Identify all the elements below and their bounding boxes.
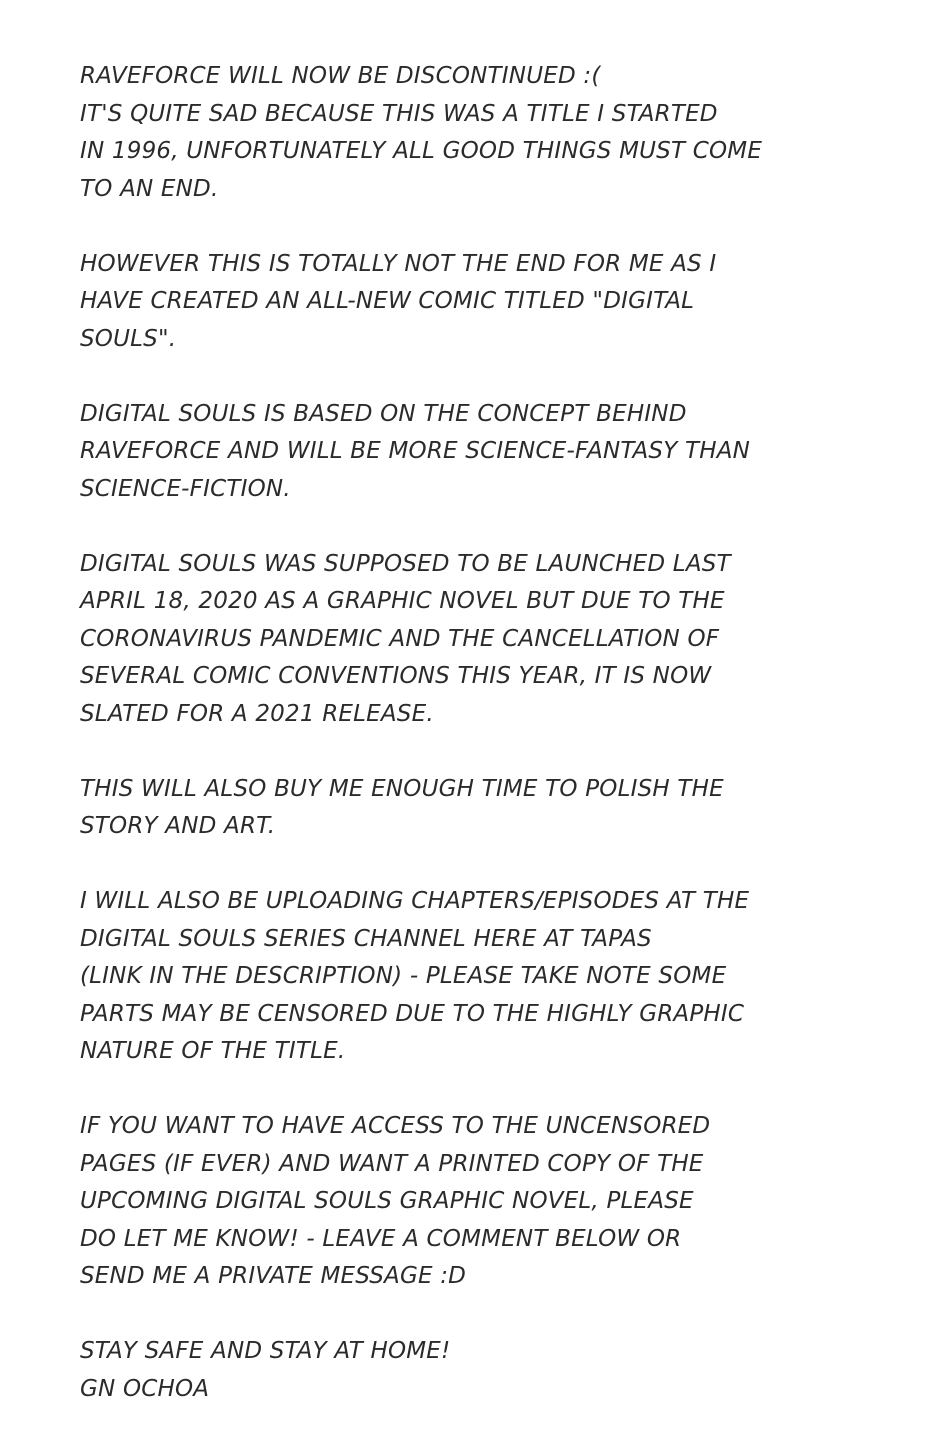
text-line: HAVE CREATED AN ALL-NEW COMIC TITLED "DIGITAL [80,288,695,314]
text-line: SEVERAL COMIC CONVENTIONS THIS YEAR, IT IS NOW [80,663,712,689]
text-line: APRIL 18, 2020 AS A GRAPHIC NOVEL BUT DUE TO THE [80,588,725,614]
text-line: THIS WILL ALSO BUY ME ENOUGH TIME TO POLISH THE [80,775,724,802]
text-line: PARTS MAY BE CENSORED DUE TO THE HIGHLY GRAPHIC [80,1000,745,1027]
paragraph-signoff [80,1333,870,1408]
paragraph-new-comic [80,246,870,359]
author-signature: GN OCHOA [80,1375,210,1402]
text-line: SOULS". [80,325,177,352]
text-line: RAVEFORCE AND WILL BE MORE SCIENCE-FANTASY THAN [80,438,751,464]
paragraph-uploading [80,883,870,1071]
text-line: IN 1996, UNFORTUNATELY ALL GOOD THINGS MUST COME [80,138,763,164]
paragraph-concept [80,396,870,509]
paragraph-discontinued [80,58,870,208]
text-line: TO AN END. [80,175,219,202]
text-line: IF YOU WANT TO HAVE ACCESS TO THE UNCENSORED [80,1113,711,1139]
text-line: (LINK IN THE DESCRIPTION) - PLEASE TAKE NOTE SOME [80,963,727,989]
text-line: SCIENCE-FICTION. [80,475,291,502]
text-line: DO LET ME KNOW! - LEAVE A COMMENT BELOW OR [80,1225,682,1252]
text-line: STAY SAFE AND STAY AT HOME! [80,1338,451,1364]
text-line: IT'S QUITE SAD BECAUSE THIS WAS A TITLE I STARTED [80,100,718,127]
text-line: STORY AND ART. [80,813,276,839]
paragraph-polish [80,771,870,846]
announcement-letter [80,58,870,1408]
text-line: HOWEVER THIS IS TOTALLY NOT THE END FOR ME AS I [80,250,717,277]
text-line: PAGES (IF EVER) AND WANT A PRINTED COPY OF THE [80,1150,704,1177]
paragraph-release-delay [80,546,870,734]
text-line: CORONAVIRUS PANDEMIC AND THE CANCELLATION OF [80,625,720,652]
text-line: I WILL ALSO BE UPLOADING CHAPTERS/EPISODES AT THE [80,888,750,914]
text-line: NATURE OF THE TITLE. [80,1038,346,1064]
text-line: DIGITAL SOULS WAS SUPPOSED TO BE LAUNCHED LAST [80,550,731,577]
text-line: UPCOMING DIGITAL SOULS GRAPHIC NOVEL, PLEASE [80,1188,694,1214]
text-line: SLATED FOR A 2021 RELEASE. [80,700,434,727]
text-line: DIGITAL SOULS IS BASED ON THE CONCEPT BEHIND [80,400,687,427]
paragraph-uncensored-access [80,1108,870,1296]
text-line: DIGITAL SOULS SERIES CHANNEL HERE AT TAPAS [80,925,652,952]
text-line: RAVEFORCE WILL NOW BE DISCONTINUED :( [80,63,601,89]
text-line: SEND ME A PRIVATE MESSAGE :D [80,1263,467,1289]
